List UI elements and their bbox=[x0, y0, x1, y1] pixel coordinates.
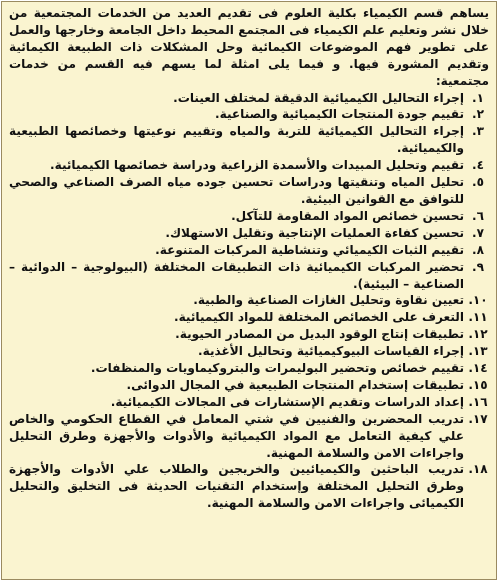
list-item bbox=[9, 394, 489, 411]
item-text: تعيين نقاوة وتحليل الغازات الصناعية والطبية. bbox=[193, 293, 464, 308]
list-item bbox=[9, 309, 489, 326]
intro-paragraph: يساهم قسم الكيمياء بكلية العلوم فى تقديم العديد من الخدمات المجتمعية من خلال نشر وتعليم علم الكيمياء فى المجتمع المحيط داخل الجامعة وخارجها والعمل على تطوير فهم الموضوعات الكيمائية وحل المشكلات ذات الطبيعة الكيمائية وتقديم المشورة فيها. و فيما يلى امثلة لما يسهم فيه القسم من خدمات مجتمعية: bbox=[9, 6, 489, 88]
item-number: ١٢. bbox=[468, 327, 488, 342]
list-item bbox=[9, 377, 489, 394]
list-item bbox=[9, 106, 489, 123]
item-number: ٩. bbox=[472, 259, 484, 274]
list-item bbox=[9, 242, 489, 259]
item-number: ٣. bbox=[472, 124, 484, 139]
item-number: ١٧. bbox=[468, 411, 488, 426]
item-number: ٥. bbox=[472, 175, 484, 190]
list-item bbox=[9, 174, 489, 208]
item-number: ٤. bbox=[472, 158, 484, 173]
list-item bbox=[9, 326, 489, 343]
item-text: تطبيقات إنتاج الوقود البديل من المصادر الحيوية. bbox=[175, 327, 464, 342]
item-text: إعداد الدراسات وتقديم الإستشارات فى المجالات الكيميائية. bbox=[110, 394, 464, 409]
item-text: تقييم الثبات الكيميائي وتنشاطية المركبات المتنوعة. bbox=[155, 242, 464, 257]
list-item bbox=[9, 90, 489, 107]
item-number: ١٠. bbox=[468, 293, 488, 308]
list-item bbox=[9, 259, 489, 293]
item-number: ٢. bbox=[472, 107, 484, 122]
item-number: ١٣. bbox=[468, 344, 488, 359]
item-number: ١٤. bbox=[468, 361, 488, 376]
item-number: ٦. bbox=[472, 208, 484, 223]
list-item bbox=[9, 360, 489, 377]
item-text: إجراء التحاليل الكيميائية للتربة والمياه وتقييم نوعيتها وخصائصها الطبيعية والكيميائية. bbox=[9, 124, 464, 156]
item-text: تحليل المياه وتنقيتها ودراسات تحسين جوده مياه الصرف الصناعي والصحي للتوافق مع القوانين البيئية. bbox=[9, 175, 464, 206]
item-text: تقييم جودة المنتجات الكيميائية والصناعية. bbox=[215, 107, 464, 122]
list-item bbox=[9, 461, 489, 512]
list-item bbox=[9, 123, 489, 157]
item-number: ١٨. bbox=[468, 462, 488, 477]
list-item bbox=[9, 411, 489, 462]
item-text: إجراء القياسات البيوكيميائية وتحاليل الأغذية. bbox=[198, 344, 464, 359]
list-item bbox=[9, 292, 489, 309]
item-text: التعرف على الخصائص المختلفة للمواد الكيميائية. bbox=[174, 310, 464, 325]
services-box bbox=[1, 1, 497, 580]
item-text: تقييم خصائص وتحضير البوليمرات والبتروكيماويات والمنظفات. bbox=[90, 361, 464, 376]
list-item bbox=[9, 157, 489, 174]
item-number: ٨. bbox=[472, 242, 484, 257]
item-text: تحسين كفاءة العمليات الإنتاجية وتقليل الاستهلاك. bbox=[165, 225, 464, 240]
item-text: تحسين خصائص المواد المقاومة للتآكل. bbox=[231, 208, 464, 223]
services-list bbox=[9, 90, 489, 513]
item-number: ١. bbox=[472, 90, 484, 105]
list-item bbox=[9, 343, 489, 360]
item-number: ١٦. bbox=[468, 394, 488, 409]
item-text: تدريب المحضرين والفنيين في شتي المعامل في القطاع الحكومي والخاص علي كيفية التعامل مع المواد الكيميائية والأدوات والأجهزة وطرق التحليل واجراءات الامن والسلامة المهنية. bbox=[9, 411, 464, 460]
list-item bbox=[9, 208, 489, 225]
item-text: إجراء التحاليل الكيميائية الدقيقة لمختلف العينات. bbox=[173, 90, 464, 105]
item-number: ١٥. bbox=[468, 377, 488, 392]
item-text: تطبيقات إستخدام المنتجات الطبيعية في المجال الدوائى. bbox=[126, 377, 464, 392]
item-text: تحضير المركبات الكيميائية ذات التطبيقات المختلفة (البيولوجية – الدوائية – الصناعية – البيئية). bbox=[9, 259, 464, 291]
list-item bbox=[9, 225, 489, 242]
item-text: تدريب الباحثين والكيميائيين والخريجين والطلاب علي الأدوات والأجهزة وطرق التحليل المختلفة وإستخدام التقنيات الحديثة فى التخليق والتحليل الكيميائى واجراءات الامن والسلامة المهنية. bbox=[9, 462, 464, 511]
item-number: ١١. bbox=[468, 310, 488, 325]
item-text: تقييم وتحليل المبيدات والأسمدة الزراعية ودراسة خصائصها الكيميائية. bbox=[50, 158, 464, 173]
item-number: ٧. bbox=[472, 225, 484, 240]
